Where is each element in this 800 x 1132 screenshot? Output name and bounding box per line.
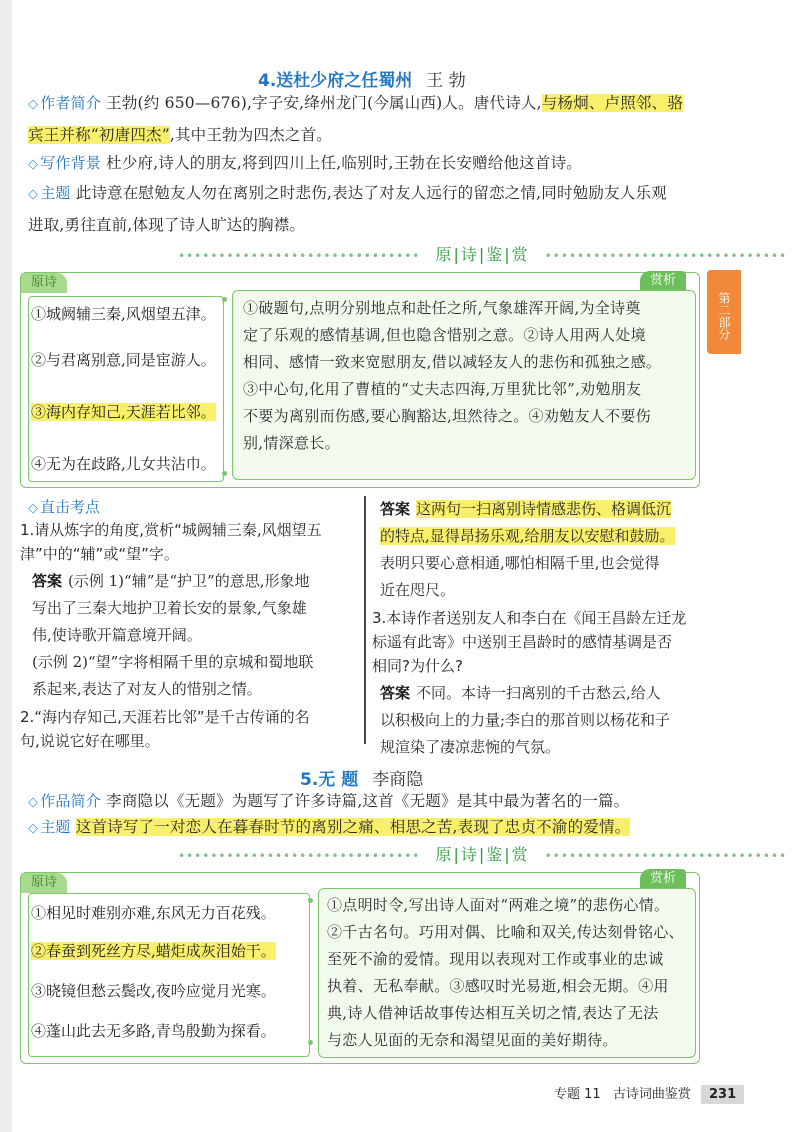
poem-line: ④无为在歧路,儿女共沾巾。: [31, 455, 216, 473]
poem4-theme: [28, 178, 708, 240]
column-divider: [364, 496, 366, 744]
exam-right-column: [372, 496, 702, 761]
poem5-analysis-box: [318, 888, 696, 1058]
intro-highlight: 与杨炯、卢照邻、骆: [541, 94, 684, 112]
theme-tag: ◇ 主题: [28, 818, 71, 836]
original-poem-label: 原诗: [21, 273, 67, 293]
appreciation-label: 赏析: [640, 869, 686, 889]
page-footer: [554, 1083, 744, 1104]
section-side-tab: 第二部分: [707, 270, 741, 354]
theme-tag: ◇ 主题: [28, 184, 71, 202]
exam-left-column: [20, 518, 358, 753]
poem-line-highlight: ③海内存知己,天涯若比邻。: [31, 403, 216, 421]
diamond-icon: ◇: [28, 821, 39, 836]
poem4-author: 王 勃: [426, 71, 466, 91]
poem5-theme: [28, 812, 708, 844]
work-intro-text: 李商隐以《无题》为题写了许多诗篇,这首《无题》是其中最为著名的一篇。: [106, 792, 630, 810]
diamond-icon: ◇: [28, 187, 39, 202]
poem5-analysis: ①点明时令,写出诗人面对“两难之境”的悲伤心情。 ②千古名句。巧用对偶、比喻和双关,传达刻骨铭心、 至死不渝的爱情。现用以表现对工作或事业的忠诚 执着、无私奉献。③感叹时光易逝,相会无期。④用 典,诗人借神话故事传达相互关切之情,表达了无法 与恋人见面的无奈和渴望见面的美好期待。: [327, 896, 684, 1049]
poem4-background: [28, 148, 708, 180]
poem4-lines-box: [28, 296, 224, 482]
connector-dot: [222, 297, 227, 302]
author-intro-tag: ◇ 作者简介: [28, 94, 102, 112]
footer-subject: 古诗词曲鉴赏: [612, 1087, 691, 1102]
poem5-author: 李商隐: [372, 770, 424, 790]
poem5-title-text: 5.无 题: [300, 770, 359, 790]
question-2: 2.“海内存知己,天涯若比邻”是千古传诵的名 句,说说它好在哪里。: [20, 708, 310, 750]
poem-line: ②与君离别意,同是宦游人。: [31, 351, 216, 369]
answer-3: 答案 不同。本诗一扫离别的千古愁云,给人 以积极向上的力量;李白的那首则以杨花和子 规渲染了凄凉悲惋的气氛。: [380, 684, 671, 756]
poem-line: ③晓镜但愁云鬓改,夜吟应觉月光寒。: [31, 982, 276, 1000]
answer-2: 答案 这两句一扫离别诗情感悲伤、格调低沉 的特点,显得昂扬乐观,给朋友以安慰和鼓励。 表明只要心意相通,哪怕相隔千里,也会觉得 近在咫尺。: [380, 500, 675, 599]
background-text: 杜少府,诗人的朋友,将到四川上任,临别时,王勃在长安赠给他这首诗。: [106, 154, 582, 172]
connector-dot: [308, 898, 313, 903]
background-tag: ◇ 写作背景: [28, 154, 102, 172]
intro-text: 王勃(约 650—676),字子安,绛州龙门(今属山西)人。唐代诗人,: [106, 94, 542, 112]
poem4-author-intro: [28, 88, 708, 150]
poem-line-highlight: ②春蚕到死丝方尽,蜡炬成灰泪始干。: [31, 942, 276, 960]
intro-text-2: ,其中王勃为四杰之首。: [169, 126, 332, 144]
question-1: 1.请从炼字的角度,赏析“城阙辅三秦,风烟望五 津”中的“辅”或“望”字。: [20, 521, 322, 563]
poem5-section-header: •••••••••••••••••••••••••••••• 原|诗|鉴|赏 ••••••••••••••••••••••••••••••: [178, 845, 788, 864]
diamond-icon: ◇: [28, 157, 39, 172]
poem4-section-header: •••••••••••••••••••••••••••••• 原|诗|鉴|赏 ••••••••••••••••••••••••••••••: [178, 245, 788, 264]
section-title: 原|诗|鉴|赏: [435, 845, 530, 864]
theme-text: 此诗意在慰勉友人勿在离别之时悲伤,表达了对友人远行的留恋之情,同时勉励友人乐观: [75, 184, 667, 202]
poem-line: ①相见时难别亦难,东风无力百花残。: [31, 904, 276, 922]
diamond-icon: ◇: [28, 97, 39, 112]
page-number: 231: [701, 1085, 744, 1104]
footer-topic: 专题 11: [554, 1087, 601, 1102]
theme-text-2: 进取,勇往直前,体现了诗人旷达的胸襟。: [28, 216, 306, 234]
poem-line: ①城阙辅三秦,风烟望五津。: [31, 305, 216, 323]
intro-highlight-2: 宾王并称“初唐四杰”: [28, 126, 170, 144]
poem-line: ④蓬山此去无多路,青鸟殷勤为探看。: [31, 1022, 276, 1040]
original-poem-label: 原诗: [21, 873, 67, 893]
diamond-icon: ◇: [28, 795, 39, 810]
theme-highlight: 这首诗写了一对恋人在暮春时节的离别之痛、相思之苦,表现了忠贞不渝的爱情。: [75, 818, 631, 836]
page-edge: [0, 0, 12, 1132]
exam-points-tag: ◇ 直击考点: [28, 498, 101, 516]
question-3: 3.本诗作者送别友人和李白在《闻王昌龄左迁龙 标遥有此寄》中送别王昌龄时的感情基调是否 相同?为什么?: [372, 609, 687, 675]
section-title: 原|诗|鉴|赏: [435, 245, 530, 264]
appreciation-label: 赏析: [640, 271, 686, 291]
poem5-lines-box: [28, 893, 310, 1057]
answer-1: 答案 (示例 1)“辅”是“护卫”的意思,形象地 写出了三秦大地护卫着长安的景象,气象雄 伟,使诗歌开篇意境开阔。 (示例 2)“望”字将相隔千里的京城和蜀地联 系起来,表达了对友人的惜别之情。: [32, 572, 314, 698]
poem4-title-text: 4.送杜少府之任蜀州: [258, 71, 413, 91]
work-intro-tag: ◇ 作品简介: [28, 792, 102, 810]
diamond-icon: ◇: [28, 501, 38, 516]
connector-dot: [222, 471, 227, 476]
poem4-analysis-box: [232, 290, 696, 480]
poem4-analysis: ①破题句,点明分别地点和赴任之所,气象雄浑开阔,为全诗奠 定了乐观的感情基调,但也隐含惜别之意。②诗人用两人处境 相同、感情一致来宽慰朋友,借以减轻友人的悲伤和孤独之感。 ③中心句,化用了曹植的“丈夫志四海,万里犹比邻”,劝勉朋友 不要为离别而伤感,要心胸豁达,坦然待之。④劝勉友人不要伤 别,情深意长。: [243, 299, 662, 452]
connector-dot: [308, 1040, 313, 1045]
